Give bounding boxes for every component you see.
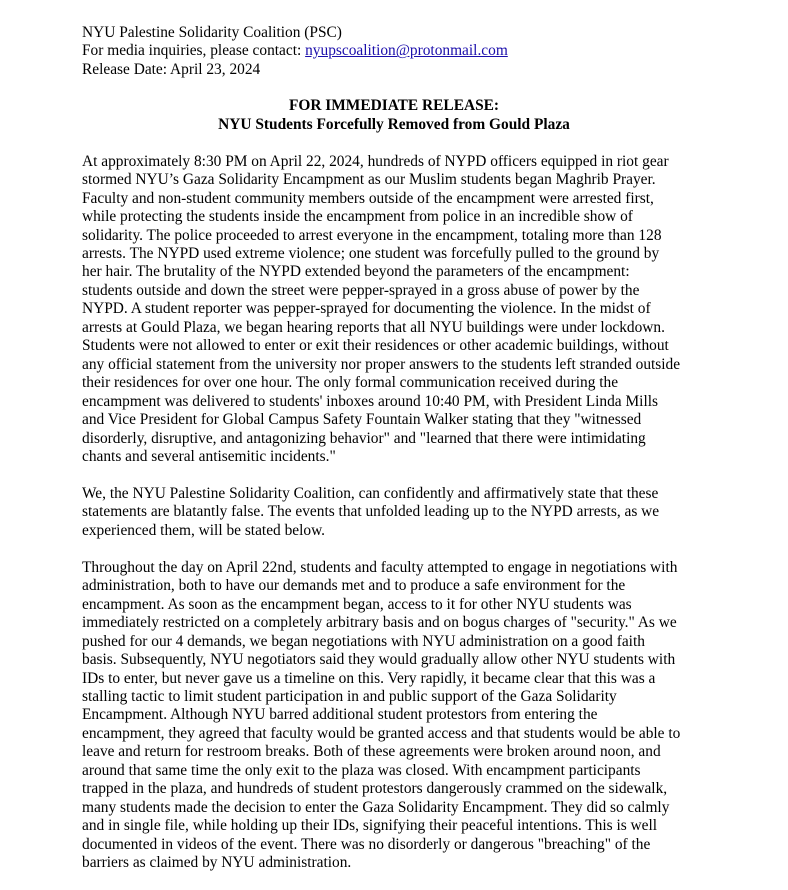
paragraph-line: many students made the decision to enter the Gaza Solidarity Encampment. They did so calmly (82, 798, 670, 816)
paragraph-line: At approximately 8:30 PM on April 22, 2024, hundreds of NYPD officers equipped in riot gear (82, 152, 669, 170)
paragraph-line: her hair. The brutality of the NYPD extended beyond the parameters of the encampment: (82, 263, 630, 281)
media-contact-label: For media inquiries, please contact: (82, 42, 306, 60)
paragraph-line: while protecting the students inside the encampment from police in an incredible show of (82, 208, 633, 226)
paragraph-line: disorderly, disruptive, and antagonizing behavior" and "learned that there were intimidating (82, 429, 646, 447)
paragraph-line: leave and return for restroom breaks. Both of these agreements were broken around noon, and (82, 743, 661, 761)
organization-name: NYU Palestine Solidarity Coalition (PSC) (82, 24, 342, 41)
body-text (82, 153, 706, 873)
paragraph-line: Faculty and non-student community members outside of the encampment were arrested first, (82, 189, 654, 207)
paragraph-line: encampment, they agreed that faculty would be granted access and that students would be able to (82, 724, 681, 742)
paragraph-line: NYPD. A student reporter was pepper-sprayed for documenting the violence. In the midst of (82, 300, 651, 318)
paragraph-line: documented in videos of the event. There was no disorderly or dangerous "breaching" of the (82, 835, 651, 853)
paragraph-line: trapped in the plaza, and hundreds of student protestors dangerously crammed on the sidewalk, (82, 780, 668, 798)
paragraph-line: arrests. The NYPD used extreme violence; one student was forcefully pulled to the ground by (82, 245, 660, 263)
media-contact-line (82, 42, 706, 60)
paragraph-line: their residences for over one hour. The only formal communication received during the (82, 374, 619, 392)
paragraph-line: and in single file, while holding up their IDs, signifying their peaceful intentions. This is well (82, 817, 658, 835)
paragraph-line: statements are blatantly false. The events that unfolded leading up to the NYPD arrests, as we (82, 503, 660, 521)
paragraph-line: Throughout the day on April 22nd, students and faculty attempted to engage in negotiations with (82, 558, 678, 576)
paragraph-line: experienced them, will be stated below. (82, 521, 326, 539)
paragraph-line: solidarity. The police proceeded to arrest everyone in the encampment, totaling more than 128 (82, 226, 662, 244)
paragraph-line: around that same time the only exit to the plaza was closed. With encampment participants (82, 761, 641, 779)
paragraph-line: stalling tactic to limit student participation in and public support of the Gaza Solidarity (82, 688, 617, 705)
contact-email-link[interactable]: nyupscoalition@protonmail.com (305, 42, 508, 60)
paragraph-line: barriers as claimed by NYU administration. (82, 854, 352, 872)
paragraph-line: any official statement from the university nor proper answers to the students left stranded outside (82, 355, 681, 373)
release-title: NYU Students Forcefully Removed from Gould Plaza (218, 115, 570, 133)
paragraph-line: basis. Subsequently, NYU negotiators said they would gradually allow other NYU students with (82, 651, 676, 669)
paragraph-line: pushed for our 4 demands, we began negotiations with NYU administration on a good faith (82, 632, 645, 650)
paragraph-line: encampment. As soon as the encampment began, access to it for other NYU students was (82, 595, 632, 613)
paragraph-line: Students were not allowed to enter or exit their residences or other academic buildings, without (82, 337, 669, 355)
paragraph-line: chants and several antisemitic incidents." (82, 448, 336, 466)
paragraph-line: and Vice President for Global Campus Safety Fountain Walker stating that they "witnessed (82, 411, 642, 429)
body-paragraph-2 (82, 485, 706, 540)
body-paragraph-1 (82, 153, 706, 467)
release-heading (82, 97, 706, 134)
paragraph-line: encampment was delivered to students' inboxes around 10:40 PM, with President Linda Mills (82, 392, 658, 410)
paragraph-line: arrests at Gould Plaza, we began hearing reports that all NYU buildings were under lockdown. (82, 318, 665, 336)
immediate-release-label: FOR IMMEDIATE RELEASE: (288, 97, 500, 115)
header-block (82, 24, 706, 79)
paragraph-line: Encampment. Although NYU barred additional student protestors from entering the (82, 706, 598, 724)
paragraph-line: IDs to enter, but never gave us a timeline on this. Very rapidly, it became clear that this was a (82, 669, 656, 687)
body-paragraph-3 (82, 559, 706, 873)
paragraph-line: students outside and down the street were pepper-sprayed in a gross abuse of power by the (82, 281, 640, 299)
paragraph-line: stormed NYU’s Gaza Solidarity Encampment as our Muslim students began Maghrib Prayer. (82, 171, 656, 189)
paragraph-line: We, the NYU Palestine Solidarity Coalition, can confidently and affirmatively state that these (82, 484, 659, 502)
paragraph-line: administration, both to have our demands met and to produce a safe environment for the (82, 577, 626, 595)
paragraph-line: immediately restricted on a completely arbitrary basis and on bogus charges of "security." As we (82, 614, 677, 632)
release-date: Release Date: April 23, 2024 (82, 60, 261, 78)
